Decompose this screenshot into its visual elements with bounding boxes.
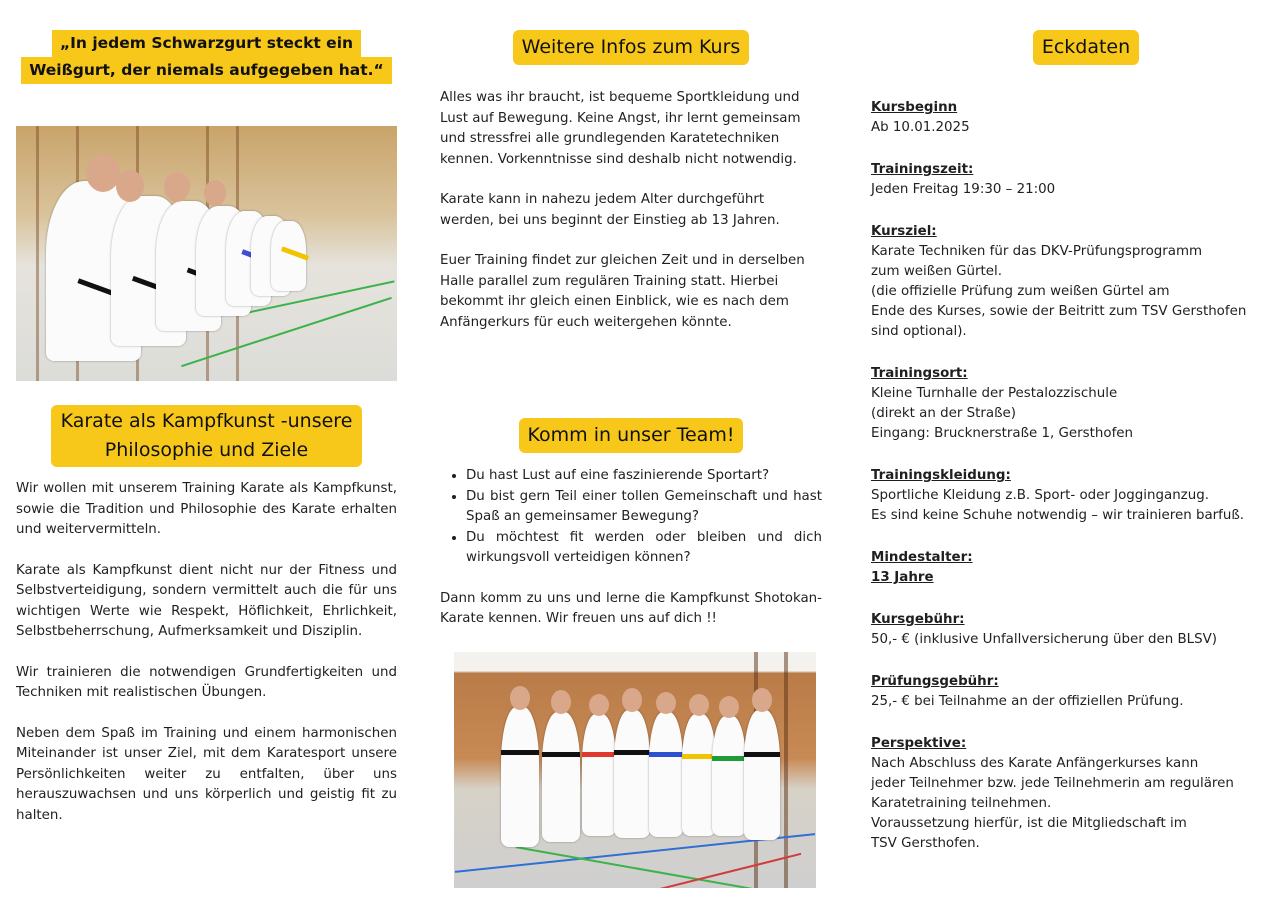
team-bullet-list bbox=[440, 466, 822, 569]
info-paragraph-1: Alles was ihr braucht, ist bequeme Sportkleidung und Lust auf Bewegung. Keine Angst, ihr lernt gemeinsam und stressfrei alle grundlegenden Karatetechniken kennen. Vorkenntnisse sind deshalb nicht notwendig. bbox=[440, 90, 801, 167]
fact-block bbox=[871, 548, 1276, 588]
fact-value-line: Ende des Kurses, sowie der Beitritt zum TSV Gersthofen bbox=[871, 304, 1247, 319]
fact-label: Trainingszeit: bbox=[871, 162, 974, 177]
fact-label: Perspektive: bbox=[871, 736, 967, 751]
quote-heading bbox=[16, 30, 397, 84]
middle-column bbox=[440, 0, 822, 910]
fact-value-line: Eingang: Brucknerstraße 1, Gersthofen bbox=[871, 426, 1134, 441]
fact-block bbox=[871, 98, 1276, 138]
fact-value-line: (die offizielle Prüfung zum weißen Gürtel am bbox=[871, 284, 1170, 299]
philosophy-paragraph-1: Wir wollen mit unserem Training Karate als Kampfkunst, sowie die Tradition und Philosophie des Karate erhalten und weitervermitteln. bbox=[16, 481, 397, 537]
fact-value-line: zum weißen Gürtel. bbox=[871, 264, 1002, 279]
key-facts-title: Eckdaten bbox=[1033, 30, 1139, 65]
key-facts-list bbox=[871, 98, 1276, 854]
fact-value-line: Kleine Turnhalle der Pestalozzischule bbox=[871, 386, 1118, 401]
fact-value-line: Voraussetzung hierfür, ist die Mitgliedschaft im bbox=[871, 816, 1187, 831]
fact-label: Kursbeginn bbox=[871, 100, 958, 115]
fact-label: Trainingsort: bbox=[871, 366, 968, 381]
team-title: Komm in unser Team! bbox=[519, 418, 744, 453]
fact-block bbox=[871, 466, 1276, 526]
fact-value-line: Karatetraining teilnehmen. bbox=[871, 796, 1052, 811]
fact-block bbox=[871, 610, 1276, 650]
fact-block bbox=[871, 672, 1276, 712]
fact-value-line: Jeden Freitag 19:30 – 21:00 bbox=[871, 182, 1056, 197]
fact-value-line: 50,- € (inklusive Unfallversicherung über den BLSV) bbox=[871, 632, 1218, 647]
right-column bbox=[871, 0, 1276, 876]
team-bullet-1: • Du hast Lust auf eine faszinierende Sportart? bbox=[466, 466, 822, 487]
quote-line-2: Weißgurt, der niemals aufgegeben hat.“ bbox=[21, 57, 392, 84]
fact-value-line: sind optional). bbox=[871, 324, 967, 339]
team-bullet-3: • Du möchtest fit werden oder bleiben und dich wirkungsvoll verteidigen können? bbox=[466, 528, 822, 569]
fact-value-line: jeder Teilnehmer bzw. jede Teilnehmerin am regulären bbox=[871, 776, 1234, 791]
info-paragraph-3: Euer Training findet zur gleichen Zeit und in derselben Halle parallel zum regulären Training statt. Hierbei bekommt ihr gleich einen Einblick, wie es nach dem Anfängerkurs für euch weitergehen könnte. bbox=[440, 253, 805, 330]
philosophy-title-line-1: Karate als Kampfkunst -unsere bbox=[60, 410, 353, 432]
fact-value-line: Ab 10.01.2025 bbox=[871, 120, 970, 135]
philosophy-title-line-2: Philosophie und Ziele bbox=[104, 439, 309, 461]
fact-value-emphasis: 13 Jahre bbox=[871, 570, 934, 585]
kneeling-karateka-photo bbox=[16, 126, 397, 381]
fact-label: Kursgebühr: bbox=[871, 612, 965, 627]
team-bullet-2: • Du bist gern Teil einer tollen Gemeinschaft und hast Spaß an gemeinsamer Bewegung? bbox=[466, 487, 822, 528]
fact-block bbox=[871, 364, 1276, 444]
info-paragraph-2: Karate kann in nahezu jedem Alter durchgeführt werden, bei uns beginnt der Einstieg ab 13 Jahren. bbox=[440, 192, 780, 228]
fact-label: Trainingskleidung: bbox=[871, 468, 1011, 483]
fact-value-line: Sportliche Kleidung z.B. Sport- oder Jogginganzug. bbox=[871, 488, 1209, 503]
philosophy-paragraph-3: Wir trainieren die notwendigen Grundfertigkeiten und Techniken mit realistischen Übungen. bbox=[16, 664, 397, 700]
fact-block bbox=[871, 222, 1276, 342]
quote-line-1: „In jedem Schwarzgurt steckt ein bbox=[52, 30, 361, 57]
fact-value-line: 25,- € bei Teilnahme an der offiziellen Prüfung. bbox=[871, 694, 1184, 709]
team-group-photo bbox=[454, 652, 816, 888]
fact-label: Kursziel: bbox=[871, 224, 937, 239]
philosophy-heading bbox=[16, 405, 397, 467]
fact-label: Prüfungsgebühr: bbox=[871, 674, 999, 689]
fact-value-line: Es sind keine Schuhe notwendig – wir trainieren barfuß. bbox=[871, 508, 1245, 523]
fact-value-line: (direkt an der Straße) bbox=[871, 406, 1016, 421]
philosophy-paragraph-4: Neben dem Spaß im Training und einem harmonischen Miteinander ist unser Ziel, mit dem Karatesport unsere Persönlichkeiten weiter zu entfalten, über uns herauszuwachsen und uns körperlich und geistig fit zu halten. bbox=[16, 725, 397, 823]
fact-block bbox=[871, 734, 1276, 854]
philosophy-paragraph-2: Karate als Kampfkunst dient nicht nur der Fitness und Selbstverteidigung, sondern vermittelt auch die für uns wichtigen Werte wie Respekt, Höflichkeit, Ehrlichkeit, Selbstbeherrschung, Aufmerksamkeit und Disziplin. bbox=[16, 562, 397, 639]
left-column bbox=[16, 0, 397, 826]
fact-label: Mindestalter: bbox=[871, 550, 973, 565]
team-text: Dann komm zu uns und lerne die Kampfkunst Shotokan-Karate kennen. Wir freuen uns auf dich !! bbox=[440, 590, 822, 626]
fact-value-line: Karate Techniken für das DKV-Prüfungsprogramm bbox=[871, 244, 1203, 259]
fact-value-line: TSV Gersthofen. bbox=[871, 836, 980, 851]
fact-block bbox=[871, 160, 1276, 200]
fact-value-line: Nach Abschluss des Karate Anfängerkurses kann bbox=[871, 756, 1199, 771]
info-title: Weitere Infos zum Kurs bbox=[513, 30, 750, 65]
